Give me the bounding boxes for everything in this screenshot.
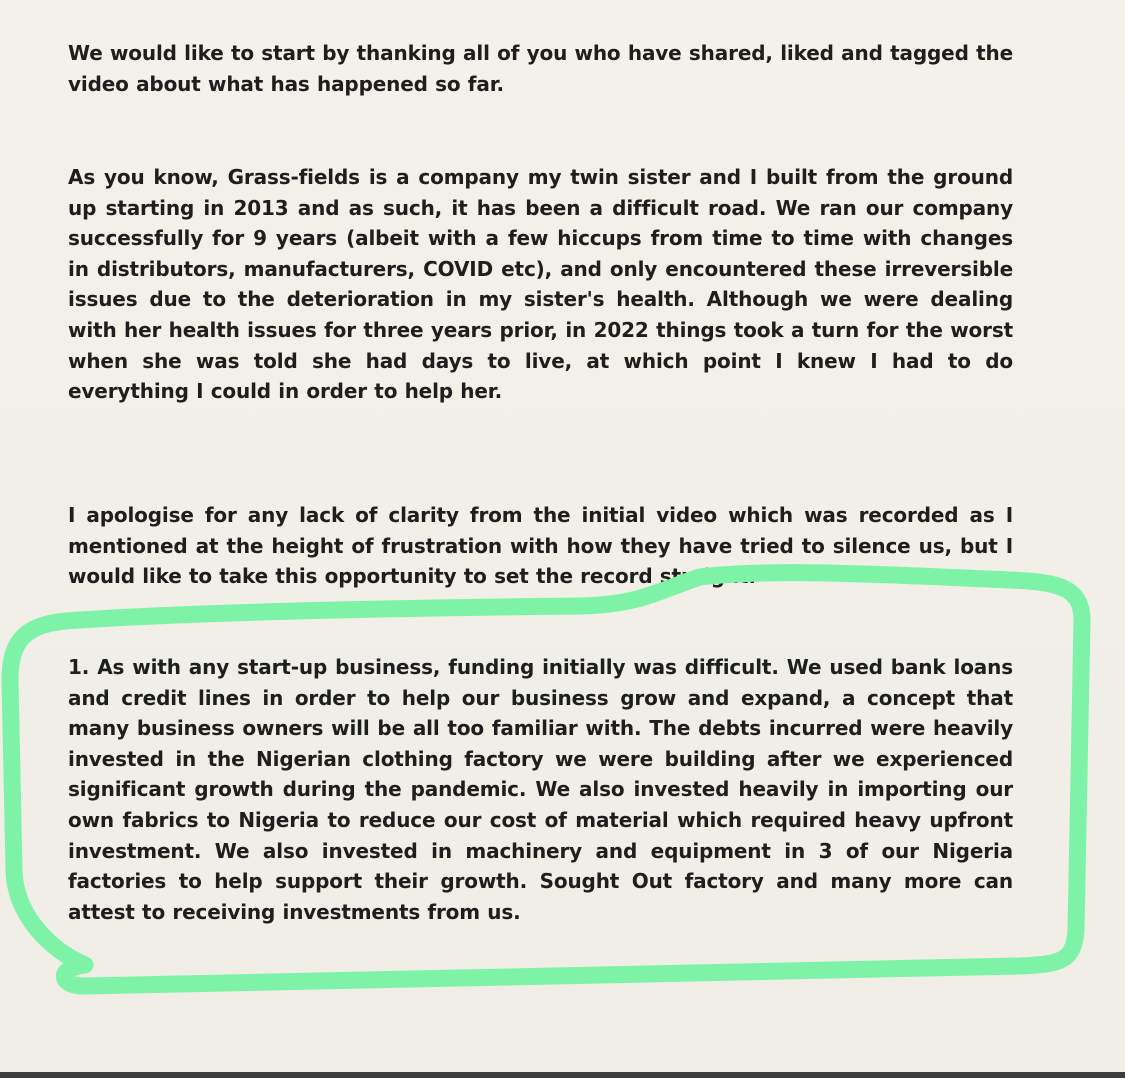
paragraph-thanks: We would like to start by thanking all of you who have shared, liked and tagged the video about what has happened so far. bbox=[68, 41, 1013, 96]
paragraph-apology: I apologise for any lack of clarity from the initial video which was recorded as I mentioned at the height of frustration with how they have tried to silence us, but I would like to take this opportunity to set the record straight. bbox=[68, 503, 1013, 589]
paragraph-point-1-funding: 1. As with any start-up business, funding initially was difficult. We used bank loans and credit lines in order to help our business grow and expand, a concept that many business owners will be all too familiar with. The debts incurred were heavily invested in the Nigerian clothing factory we were building after we experienced significant growth during the pandemic. We also invested heavily in importing our own fabrics to Nigeria to reduce our cost of material which required heavy upfront investment. We also invested in machinery and equipment in 3 of our Nigeria factories to help support their growth. Sought Out factory and many more can attest to receiving investments from us. bbox=[68, 655, 1013, 924]
paragraph-company-background: As you know, Grass-fields is a company my twin sister and I built from the ground up starting in 2013 and as such, it has been a difficult road. We ran our company successfully for 9 years (albeit with a few hiccups from time to time with changes in distributors, manufacturers, COVID etc), and only encountered these irreversible issues due to the deterioration in my sister's health. Although we were dealing with her health issues for three years prior, in 2022 things took a turn for the worst when she was told she had days to live, at which point I knew I had to do everything I could in order to help her. bbox=[68, 165, 1013, 404]
bottom-edge-bar bbox=[0, 1072, 1125, 1078]
